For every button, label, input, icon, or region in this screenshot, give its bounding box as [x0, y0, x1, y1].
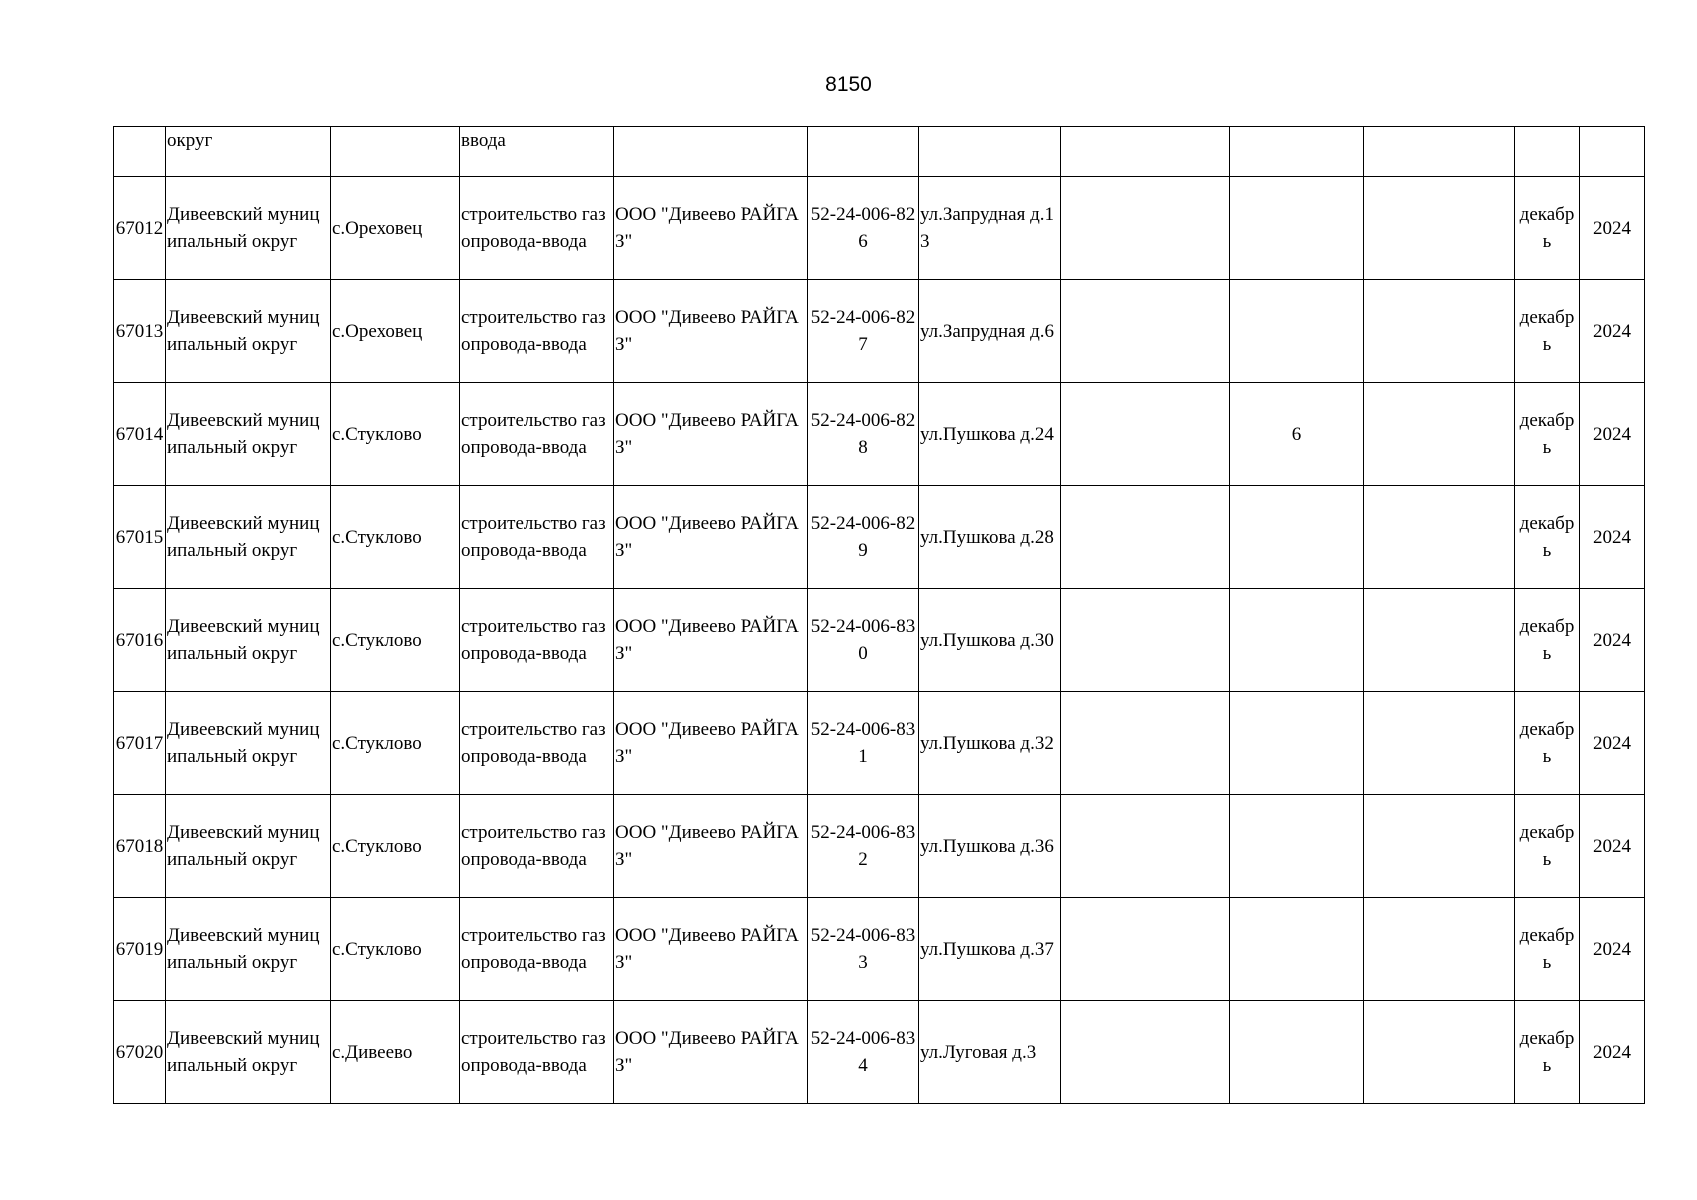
cell-extra-1 [1061, 127, 1230, 177]
cell-work: строительство газопровода-ввода [460, 1001, 614, 1104]
cell-year: 2024 [1580, 177, 1645, 280]
cell-month: декабрь [1515, 383, 1580, 486]
cell-settlement: с.Стуклово [331, 589, 460, 692]
page-number: 8150 [825, 73, 872, 96]
cell-code: 52-24-006-834 [808, 1001, 919, 1104]
cell-extra-3 [1364, 692, 1515, 795]
table-row [114, 795, 1645, 898]
cell-settlement [331, 127, 460, 177]
cell-code: 52-24-006-828 [808, 383, 919, 486]
cell-extra-2 [1230, 1001, 1364, 1104]
cell-code: 52-24-006-827 [808, 280, 919, 383]
cell-num [114, 127, 166, 177]
cell-extra-2 [1230, 898, 1364, 1001]
cell-num: 67017 [114, 692, 166, 795]
cell-address: ул.Пушкова д.36 [919, 795, 1061, 898]
cell-settlement: с.Дивеево [331, 1001, 460, 1104]
cell-extra-3 [1364, 1001, 1515, 1104]
table-row [114, 177, 1645, 280]
cell-work: строительство газопровода-ввода [460, 177, 614, 280]
cell-settlement: с.Ореховец [331, 280, 460, 383]
register-table [113, 126, 1645, 1104]
cell-extra-3 [1364, 280, 1515, 383]
cell-num: 67020 [114, 1001, 166, 1104]
cell-num: 67014 [114, 383, 166, 486]
cell-code: 52-24-006-826 [808, 177, 919, 280]
cell-year: 2024 [1580, 1001, 1645, 1104]
cell-org: ООО "Дивеево РАЙГАЗ" [614, 486, 808, 589]
cell-extra-3 [1364, 177, 1515, 280]
cell-extra-1 [1061, 383, 1230, 486]
cell-address: ул.Пушкова д.37 [919, 898, 1061, 1001]
cell-address: ул.Пушкова д.30 [919, 589, 1061, 692]
cell-extra-2 [1230, 177, 1364, 280]
cell-extra-2 [1230, 589, 1364, 692]
cell-num: 67012 [114, 177, 166, 280]
cell-org [614, 127, 808, 177]
cell-month: декабрь [1515, 692, 1580, 795]
cell-extra-1 [1061, 280, 1230, 383]
cell-district: Дивеевский муниципальный округ [166, 795, 331, 898]
table-row [114, 589, 1645, 692]
table-row [114, 1001, 1645, 1104]
cell-extra-1 [1061, 898, 1230, 1001]
cell-year: 2024 [1580, 692, 1645, 795]
cell-org: ООО "Дивеево РАЙГАЗ" [614, 898, 808, 1001]
cell-extra-2 [1230, 127, 1364, 177]
cell-month: декабрь [1515, 486, 1580, 589]
cell-org: ООО "Дивеево РАЙГАЗ" [614, 692, 808, 795]
cell-work: ввода [460, 127, 614, 177]
cell-year: 2024 [1580, 795, 1645, 898]
cell-year: 2024 [1580, 383, 1645, 486]
cell-settlement: с.Стуклово [331, 383, 460, 486]
cell-district: Дивеевский муниципальный округ [166, 898, 331, 1001]
cell-org: ООО "Дивеево РАЙГАЗ" [614, 795, 808, 898]
cell-extra-2 [1230, 486, 1364, 589]
cell-extra-2 [1230, 692, 1364, 795]
table-row [114, 280, 1645, 383]
cell-extra-2 [1230, 280, 1364, 383]
cell-extra-1 [1061, 486, 1230, 589]
cell-district: Дивеевский муниципальный округ [166, 589, 331, 692]
cell-year: 2024 [1580, 280, 1645, 383]
cell-address: ул.Запрудная д.13 [919, 177, 1061, 280]
cell-extra-3 [1364, 486, 1515, 589]
cell-district: Дивеевский муниципальный округ [166, 280, 331, 383]
cell-month [1515, 127, 1580, 177]
cell-extra-1 [1061, 795, 1230, 898]
cell-district: Дивеевский муниципальный округ [166, 1001, 331, 1104]
cell-work: строительство газопровода-ввода [460, 383, 614, 486]
cell-month: декабрь [1515, 589, 1580, 692]
cell-code [808, 127, 919, 177]
cell-year [1580, 127, 1645, 177]
cell-address: ул.Пушкова д.24 [919, 383, 1061, 486]
cell-district: Дивеевский муниципальный округ [166, 692, 331, 795]
cell-extra-3 [1364, 127, 1515, 177]
cell-extra-3 [1364, 898, 1515, 1001]
cell-num: 67013 [114, 280, 166, 383]
cell-extra-3 [1364, 383, 1515, 486]
cell-address: ул.Запрудная д.6 [919, 280, 1061, 383]
cell-settlement: с.Стуклово [331, 486, 460, 589]
cell-settlement: с.Стуклово [331, 692, 460, 795]
cell-work: строительство газопровода-ввода [460, 280, 614, 383]
table-row [114, 898, 1645, 1001]
cell-code: 52-24-006-829 [808, 486, 919, 589]
cell-work: строительство газопровода-ввода [460, 795, 614, 898]
cell-org: ООО "Дивеево РАЙГАЗ" [614, 1001, 808, 1104]
cell-address [919, 127, 1061, 177]
cell-address: ул.Пушкова д.28 [919, 486, 1061, 589]
cell-month: декабрь [1515, 280, 1580, 383]
cell-work: строительство газопровода-ввода [460, 898, 614, 1001]
cell-year: 2024 [1580, 898, 1645, 1001]
cell-settlement: с.Ореховец [331, 177, 460, 280]
table-row [114, 692, 1645, 795]
cell-month: декабрь [1515, 795, 1580, 898]
cell-work: строительство газопровода-ввода [460, 589, 614, 692]
cell-extra-1 [1061, 1001, 1230, 1104]
cell-month: декабрь [1515, 177, 1580, 280]
cell-address: ул.Пушкова д.32 [919, 692, 1061, 795]
cell-settlement: с.Стуклово [331, 795, 460, 898]
cell-num: 67019 [114, 898, 166, 1001]
cell-settlement: с.Стуклово [331, 898, 460, 1001]
cell-num: 67016 [114, 589, 166, 692]
cell-district: округ [166, 127, 331, 177]
cell-org: ООО "Дивеево РАЙГАЗ" [614, 589, 808, 692]
cell-code: 52-24-006-832 [808, 795, 919, 898]
cell-num: 67015 [114, 486, 166, 589]
cell-code: 52-24-006-830 [808, 589, 919, 692]
register-body [114, 127, 1645, 1104]
cell-address: ул.Луговая д.3 [919, 1001, 1061, 1104]
cell-district: Дивеевский муниципальный округ [166, 177, 331, 280]
cell-num: 67018 [114, 795, 166, 898]
cell-district: Дивеевский муниципальный округ [166, 383, 331, 486]
table-row [114, 486, 1645, 589]
cell-extra-3 [1364, 589, 1515, 692]
cell-year: 2024 [1580, 589, 1645, 692]
continuation-row [114, 127, 1645, 177]
cell-extra-2 [1230, 795, 1364, 898]
cell-district: Дивеевский муниципальный округ [166, 486, 331, 589]
cell-extra-1 [1061, 589, 1230, 692]
cell-work: строительство газопровода-ввода [460, 486, 614, 589]
table-row [114, 383, 1645, 486]
cell-month: декабрь [1515, 1001, 1580, 1104]
cell-code: 52-24-006-831 [808, 692, 919, 795]
cell-org: ООО "Дивеево РАЙГАЗ" [614, 383, 808, 486]
cell-extra-3 [1364, 795, 1515, 898]
cell-code: 52-24-006-833 [808, 898, 919, 1001]
cell-month: декабрь [1515, 898, 1580, 1001]
cell-org: ООО "Дивеево РАЙГАЗ" [614, 280, 808, 383]
cell-extra-1 [1061, 177, 1230, 280]
cell-year: 2024 [1580, 486, 1645, 589]
cell-extra-1 [1061, 692, 1230, 795]
cell-work: строительство газопровода-ввода [460, 692, 614, 795]
cell-extra-2: 6 [1230, 383, 1364, 486]
cell-org: ООО "Дивеево РАЙГАЗ" [614, 177, 808, 280]
